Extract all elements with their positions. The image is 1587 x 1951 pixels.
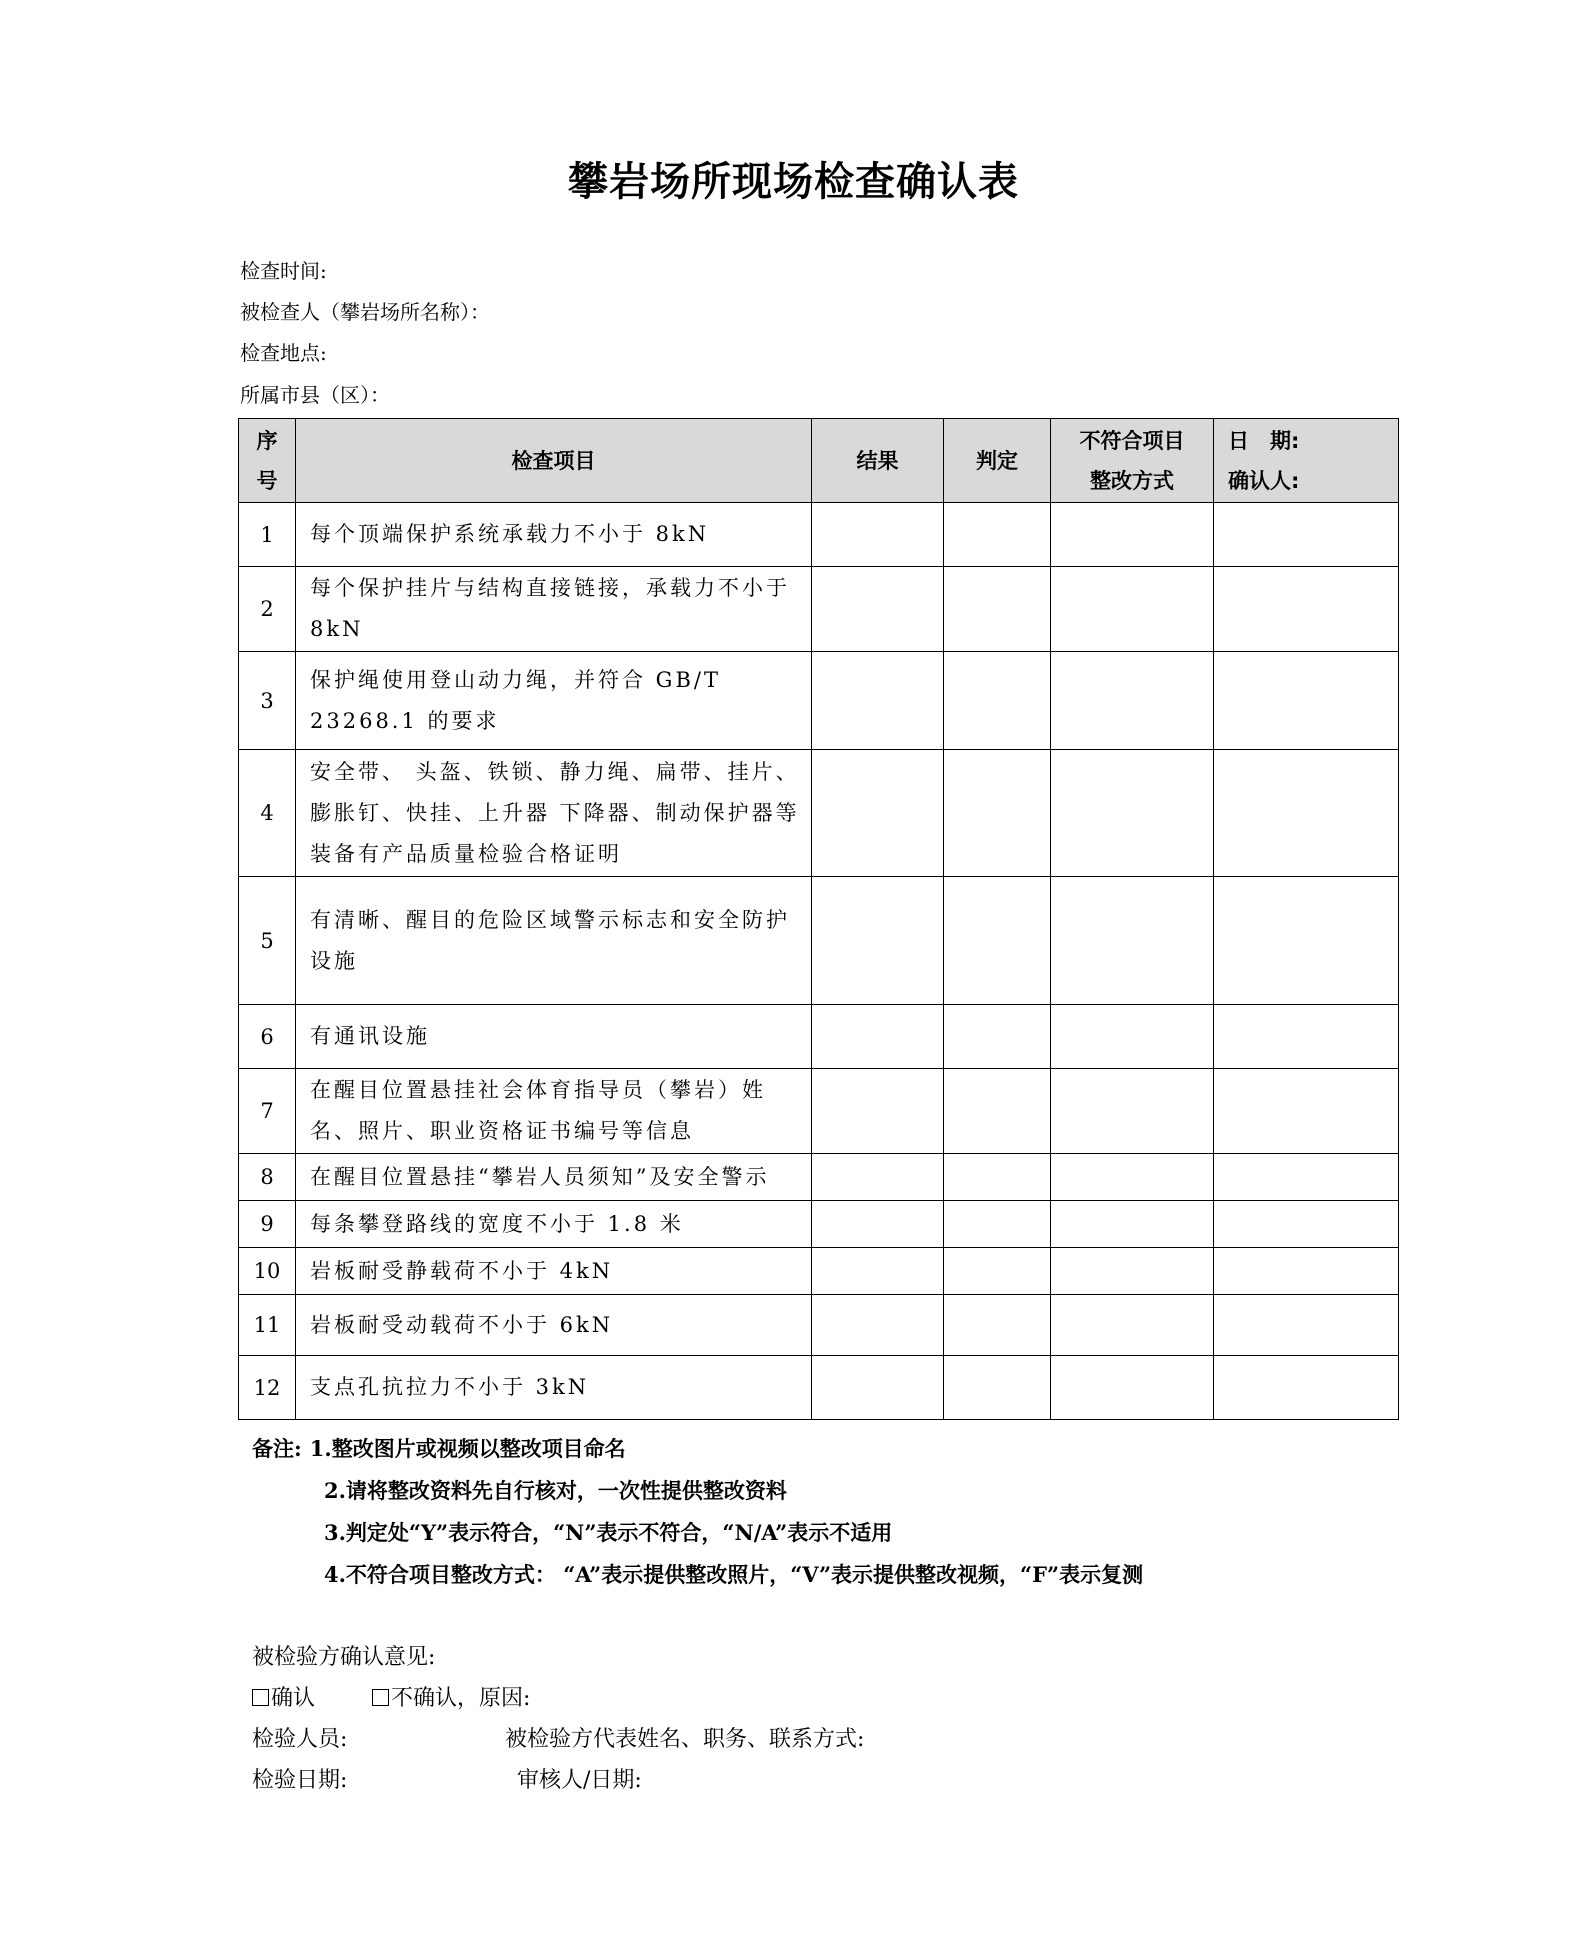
row-item: 保护绳使用登山动力绳，并符合 GB/T 23268.1 的要求 — [296, 652, 812, 750]
date-confirmer-cell[interactable] — [1214, 1005, 1399, 1069]
date-confirmer-cell[interactable] — [1214, 1201, 1399, 1248]
rectify-cell[interactable] — [1051, 567, 1214, 652]
date-confirmer-cell[interactable] — [1214, 1154, 1399, 1201]
date-confirmer-cell[interactable] — [1214, 1248, 1399, 1295]
row-item: 安全带、 头盔、铁锁、静力绳、扁带、挂片、膨胀钉、快挂、上升器 下降器、制动保护器等装备有产品质量检验合格证明 — [296, 750, 812, 877]
table-row — [239, 1295, 1399, 1356]
rectify-cell[interactable] — [1051, 1154, 1214, 1201]
result-cell[interactable] — [812, 1005, 944, 1069]
header-seq-line2: 号 — [256, 468, 278, 493]
judgement-cell[interactable] — [944, 1201, 1051, 1248]
inspected-rep-label: 被检验方代表姓名、职务、联系方式: — [505, 1727, 865, 1752]
result-cell[interactable] — [812, 1154, 944, 1201]
judgement-cell[interactable] — [944, 877, 1051, 1005]
date-confirmer-cell[interactable] — [1214, 567, 1399, 652]
table-row — [239, 503, 1399, 567]
judgement-cell[interactable] — [944, 1154, 1051, 1201]
row-number: 9 — [239, 1201, 296, 1248]
table-row — [239, 1154, 1399, 1201]
row-item: 岩板耐受动载荷不小于 6kN — [296, 1295, 812, 1356]
row-number: 3 — [239, 652, 296, 750]
judgement-cell[interactable] — [944, 1069, 1051, 1154]
header-rectify-line2: 整改方式 — [1090, 468, 1174, 493]
date-confirmer-cell[interactable] — [1214, 1295, 1399, 1356]
result-cell[interactable] — [812, 877, 944, 1005]
table-row — [239, 750, 1399, 877]
rectify-cell[interactable] — [1051, 877, 1214, 1005]
rectify-cell[interactable] — [1051, 652, 1214, 750]
row-number: 2 — [239, 567, 296, 652]
date-confirmer-cell[interactable] — [1214, 1069, 1399, 1154]
check-location-label: 检查地点: — [240, 341, 327, 365]
row-item: 在醒目位置悬挂“攀岩人员须知”及安全警示 — [296, 1154, 812, 1201]
table-header-row — [239, 419, 1399, 503]
notes-label: 备注: — [252, 1436, 302, 1461]
notes-section — [252, 1428, 1143, 1596]
row-number: 5 — [239, 877, 296, 1005]
row-number: 8 — [239, 1154, 296, 1201]
note-item: 2.请将整改资料先自行核对，一次性提供整改资料 — [324, 1478, 787, 1503]
rectify-cell[interactable] — [1051, 1005, 1214, 1069]
result-cell[interactable] — [812, 1295, 944, 1356]
rectify-cell[interactable] — [1051, 503, 1214, 567]
judgement-cell[interactable] — [944, 503, 1051, 567]
table-row — [239, 1248, 1399, 1295]
result-cell[interactable] — [812, 1248, 944, 1295]
row-number: 11 — [239, 1295, 296, 1356]
row-item: 每个保护挂片与结构直接链接，承载力不小于 8kN — [296, 567, 812, 652]
not-confirm-checkbox[interactable] — [372, 1689, 389, 1706]
row-item: 岩板耐受静载荷不小于 4kN — [296, 1248, 812, 1295]
inspected-party-label: 被检查人（攀岩场所名称）： — [240, 300, 490, 324]
header-confirmer: 确认人: — [1228, 468, 1300, 493]
judgement-cell[interactable] — [944, 567, 1051, 652]
judgement-cell[interactable] — [944, 1248, 1051, 1295]
option-confirm-label: 确认 — [271, 1686, 316, 1711]
row-number: 1 — [239, 503, 296, 567]
result-cell[interactable] — [812, 652, 944, 750]
row-item: 每个顶端保护系统承载力不小于 8kN — [296, 503, 812, 567]
table-row — [239, 1356, 1399, 1420]
judgement-cell[interactable] — [944, 1295, 1051, 1356]
option-not-confirm-label: 不确认，原因: — [391, 1686, 531, 1711]
header-rectify — [1051, 419, 1214, 503]
row-number: 10 — [239, 1248, 296, 1295]
table-row — [239, 1201, 1399, 1248]
inspection-date-label: 检验日期: — [252, 1768, 348, 1793]
header-rectify-line1: 不符合项目 — [1079, 428, 1185, 453]
rectify-cell[interactable] — [1051, 1069, 1214, 1154]
inspector-label: 检验人员: — [252, 1727, 348, 1752]
result-cell[interactable] — [812, 750, 944, 877]
rectify-cell[interactable] — [1051, 1295, 1214, 1356]
table-row — [239, 1005, 1399, 1069]
header-seq — [239, 419, 296, 503]
rectify-cell[interactable] — [1051, 1356, 1214, 1420]
confirm-opinion-label: 被检验方确认意见: — [252, 1645, 436, 1670]
inspection-table — [238, 418, 1399, 1420]
row-number: 12 — [239, 1356, 296, 1420]
note-item — [252, 1428, 1143, 1470]
row-number: 7 — [239, 1069, 296, 1154]
table-row — [239, 567, 1399, 652]
result-cell[interactable] — [812, 1356, 944, 1420]
option-confirm[interactable] — [252, 1686, 315, 1712]
row-item: 有通讯设施 — [296, 1005, 812, 1069]
row-item: 在醒目位置悬挂社会体育指导员（攀岩）姓名、照片、职业资格证书编号等信息 — [296, 1069, 812, 1154]
header-seq-line1: 序 — [256, 428, 278, 453]
page-title: 攀岩场所现场检查确认表 — [568, 159, 1019, 205]
note-item: 3.判定处“Y”表示符合，“N”表示不符合，“N/A”表示不适用 — [324, 1520, 893, 1545]
rectify-cell[interactable] — [1051, 1248, 1214, 1295]
confirm-checkbox[interactable] — [252, 1689, 269, 1706]
header-result: 结果 — [812, 419, 944, 503]
judgement-cell[interactable] — [944, 1356, 1051, 1420]
table-row — [239, 1069, 1399, 1154]
check-time-label: 检查时间: — [240, 259, 327, 283]
note-item: 4.不符合项目整改方式： “A”表示提供整改照片，“V”表示提供整改视频，“F”表示复测 — [324, 1562, 1144, 1587]
reviewer-label: 审核人/日期: — [517, 1768, 642, 1793]
city-county-label: 所属市县（区）： — [240, 383, 390, 407]
result-cell[interactable] — [812, 503, 944, 567]
date-confirmer-cell[interactable] — [1214, 750, 1399, 877]
header-date-confirmer — [1214, 419, 1399, 503]
row-item: 支点孔抗拉力不小于 3kN — [296, 1356, 812, 1420]
date-confirmer-cell[interactable] — [1214, 503, 1399, 567]
row-number: 4 — [239, 750, 296, 877]
judgement-cell[interactable] — [944, 652, 1051, 750]
judgement-cell[interactable] — [944, 1005, 1051, 1069]
date-confirmer-cell[interactable] — [1214, 877, 1399, 1005]
judgement-cell[interactable] — [944, 750, 1051, 877]
rectify-cell[interactable] — [1051, 1201, 1214, 1248]
header-date: 日 期: — [1228, 428, 1300, 453]
date-confirmer-cell[interactable] — [1214, 652, 1399, 750]
row-item: 有清晰、醒目的危险区域警示标志和安全防护设施 — [296, 877, 812, 1005]
table-row — [239, 652, 1399, 750]
note-text: 1.整改图片或视频以整改项目命名 — [309, 1436, 626, 1461]
row-item: 每条攀登路线的宽度不小于 1.8 米 — [296, 1201, 812, 1248]
header-item: 检查项目 — [296, 419, 812, 503]
result-cell[interactable] — [812, 1201, 944, 1248]
result-cell[interactable] — [812, 1069, 944, 1154]
rectify-cell[interactable] — [1051, 750, 1214, 877]
header-judgement: 判定 — [944, 419, 1051, 503]
option-not-confirm[interactable] — [372, 1686, 530, 1712]
result-cell[interactable] — [812, 567, 944, 652]
row-number: 6 — [239, 1005, 296, 1069]
date-confirmer-cell[interactable] — [1214, 1356, 1399, 1420]
table-row — [239, 877, 1399, 1005]
